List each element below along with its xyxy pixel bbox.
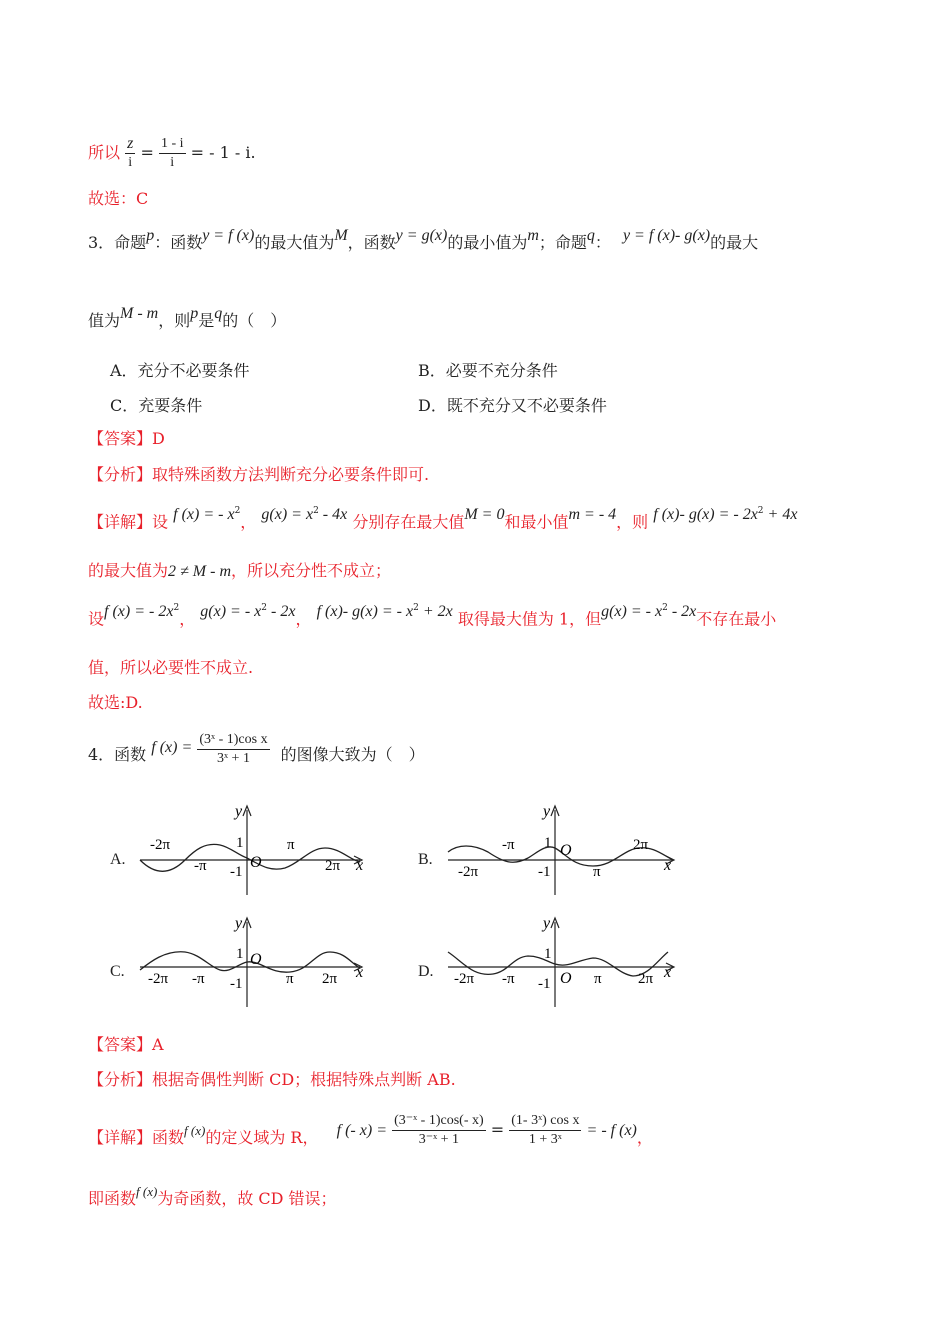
- q3-option-b: B．必要不充分条件: [418, 361, 558, 380]
- tick-label: O: [250, 951, 262, 968]
- tick-label: 2π: [322, 971, 338, 987]
- tick-label: -1: [538, 976, 551, 992]
- graph-option-d: [418, 912, 678, 1016]
- tick-label: -π: [502, 971, 515, 987]
- tick-label: -π: [194, 858, 207, 874]
- q4-analysis: 【分析】根据奇偶性判断 CD；根据特殊点判断 AB.: [88, 1070, 456, 1089]
- tick-label: x: [356, 964, 364, 981]
- tick-label: y: [235, 803, 243, 820]
- tick-label: y: [543, 915, 551, 932]
- tick-label: y: [543, 803, 551, 820]
- q4-fraction: $\frac{\text{(3ˣ - 1)cos x}}{\text{3ˣ + 1}}$: [199, 732, 268, 766]
- tick-label: π: [593, 864, 601, 880]
- q3-detail-line4: 值，所以必要性不成立.: [88, 658, 254, 677]
- tick-label: x: [664, 857, 672, 874]
- tick-label: 1: [544, 835, 552, 851]
- q3-answer: 【答案】D: [88, 429, 165, 448]
- tick-label: O: [560, 970, 572, 987]
- graph-b-svg: [418, 800, 678, 900]
- tick-label: -1: [538, 864, 551, 880]
- graph-option-a: [110, 800, 370, 904]
- top-line: 所以 $\frac{z}{i}$ = $\frac{1 - i}{i}$ = - 1 - i.: [88, 135, 256, 170]
- tick-label: -2π: [454, 971, 475, 987]
- tick-label: π: [594, 971, 602, 987]
- tick-label: 2π: [325, 858, 341, 874]
- frac-z-over-i: $\frac{z}{i}$: [127, 135, 134, 170]
- tick-label: x: [356, 857, 364, 874]
- q3-stem-line1: 3．命题p：函数y = f (x)的最大值为M，函数y = g(x)的最小值为m；命题q： y = f (x)- g(x)的最大: [88, 227, 759, 252]
- graph-a-svg: [110, 800, 370, 900]
- tick-label: O: [560, 842, 572, 859]
- q4-detail-line2: 即函数$^{f (x)}$为奇函数，故 CD 错误；: [88, 1184, 337, 1208]
- graph-d-svg: [418, 912, 678, 1012]
- graph-c-svg: [110, 912, 370, 1012]
- q4-detail-frac2: $\frac{\text{(1- 3ˣ) cos x}}{\text{1 + 3ˣ}}$: [511, 1113, 580, 1147]
- q3-choice: 故选:D.: [88, 693, 143, 712]
- tick-label: 2π: [633, 837, 649, 853]
- tick-label: -2π: [150, 837, 171, 853]
- tick-label: -π: [502, 837, 515, 853]
- tick-label: x: [664, 964, 672, 981]
- tick-label: 1: [236, 946, 244, 962]
- tick-label: O: [250, 854, 262, 871]
- q3-option-c: C．充要条件: [110, 396, 203, 415]
- q3-option-a: A．充分不必要条件: [110, 361, 250, 380]
- option-label: C.: [110, 963, 125, 980]
- tick-label: -1: [230, 864, 243, 880]
- curve: [448, 952, 668, 976]
- q4-answer: 【答案】A: [88, 1035, 164, 1054]
- q3-analysis: 【分析】取特殊函数方法判断充分必要条件即可.: [88, 465, 430, 484]
- q4-detail-line1: 【详解】函数$^{f (x)}$的定义域为 R， f (- x) = $\frac{\text{(3⁻ˣ - 1)cos(- x)}}{\text{3⁻ˣ + 1}}$ = $\frac{\text{(1- 3ˣ) cos x}}{\text{1 + 3ˣ}}$ = - f (x)，: [88, 1113, 653, 1147]
- option-label: A.: [110, 851, 126, 868]
- tick-label: π: [286, 971, 294, 987]
- q4-stem: 4．函数 f (x) = $\frac{\text{(3ˣ - 1)cos x}}{\text{3ˣ + 1}}$ 的图像大致为（ ）: [88, 732, 425, 766]
- tick-label: -2π: [458, 864, 479, 880]
- axes: [140, 806, 362, 895]
- graph-option-b: [418, 800, 678, 904]
- q3-detail-line1: 【详解】设 f (x) = - $x^2$， $g(x) = x^2 - 4x$ 分别存在最大值M = 0和最小值m = - 4，则 f (x)- g(x) = - $2x^2 + 4x$: [88, 506, 798, 532]
- tick-label: π: [287, 837, 295, 853]
- q3-stem-line2: 值为M - m，则p是q的（ ）: [88, 305, 287, 330]
- tick-label: 1: [544, 946, 552, 962]
- tick-label: -2π: [148, 971, 169, 987]
- top-choice: 故选：C: [88, 189, 149, 208]
- tick-label: 2π: [638, 971, 654, 987]
- tick-label: -1: [230, 976, 243, 992]
- option-label: B.: [418, 851, 433, 868]
- frac-1-i-over-i: $\frac{1 - i}{i}$: [160, 136, 184, 170]
- tick-label: y: [235, 915, 243, 932]
- graph-option-c: [110, 912, 370, 1016]
- q3-option-d: D．既不充分又不必要条件: [418, 396, 607, 415]
- q4-detail-frac1: $\frac{\text{(3⁻ˣ - 1)cos(- x)}}{\text{3⁻ˣ + 1}}$: [394, 1113, 484, 1147]
- q3-detail-line2: 的最大值为2 ≠ M - m，所以充分性不成立；: [88, 561, 392, 580]
- option-label: D.: [418, 963, 434, 980]
- q3-detail-line3: 设f (x) = - $2x^2$， g(x) = - $x^2 - 2x$， f (x)- g(x) = - $x^2 + 2x$ 取得最大值为 1，但g(x) = - $x^2 - 2x$不存在最小: [88, 603, 777, 629]
- tick-label: -π: [192, 971, 205, 987]
- tick-label: 1: [236, 835, 244, 851]
